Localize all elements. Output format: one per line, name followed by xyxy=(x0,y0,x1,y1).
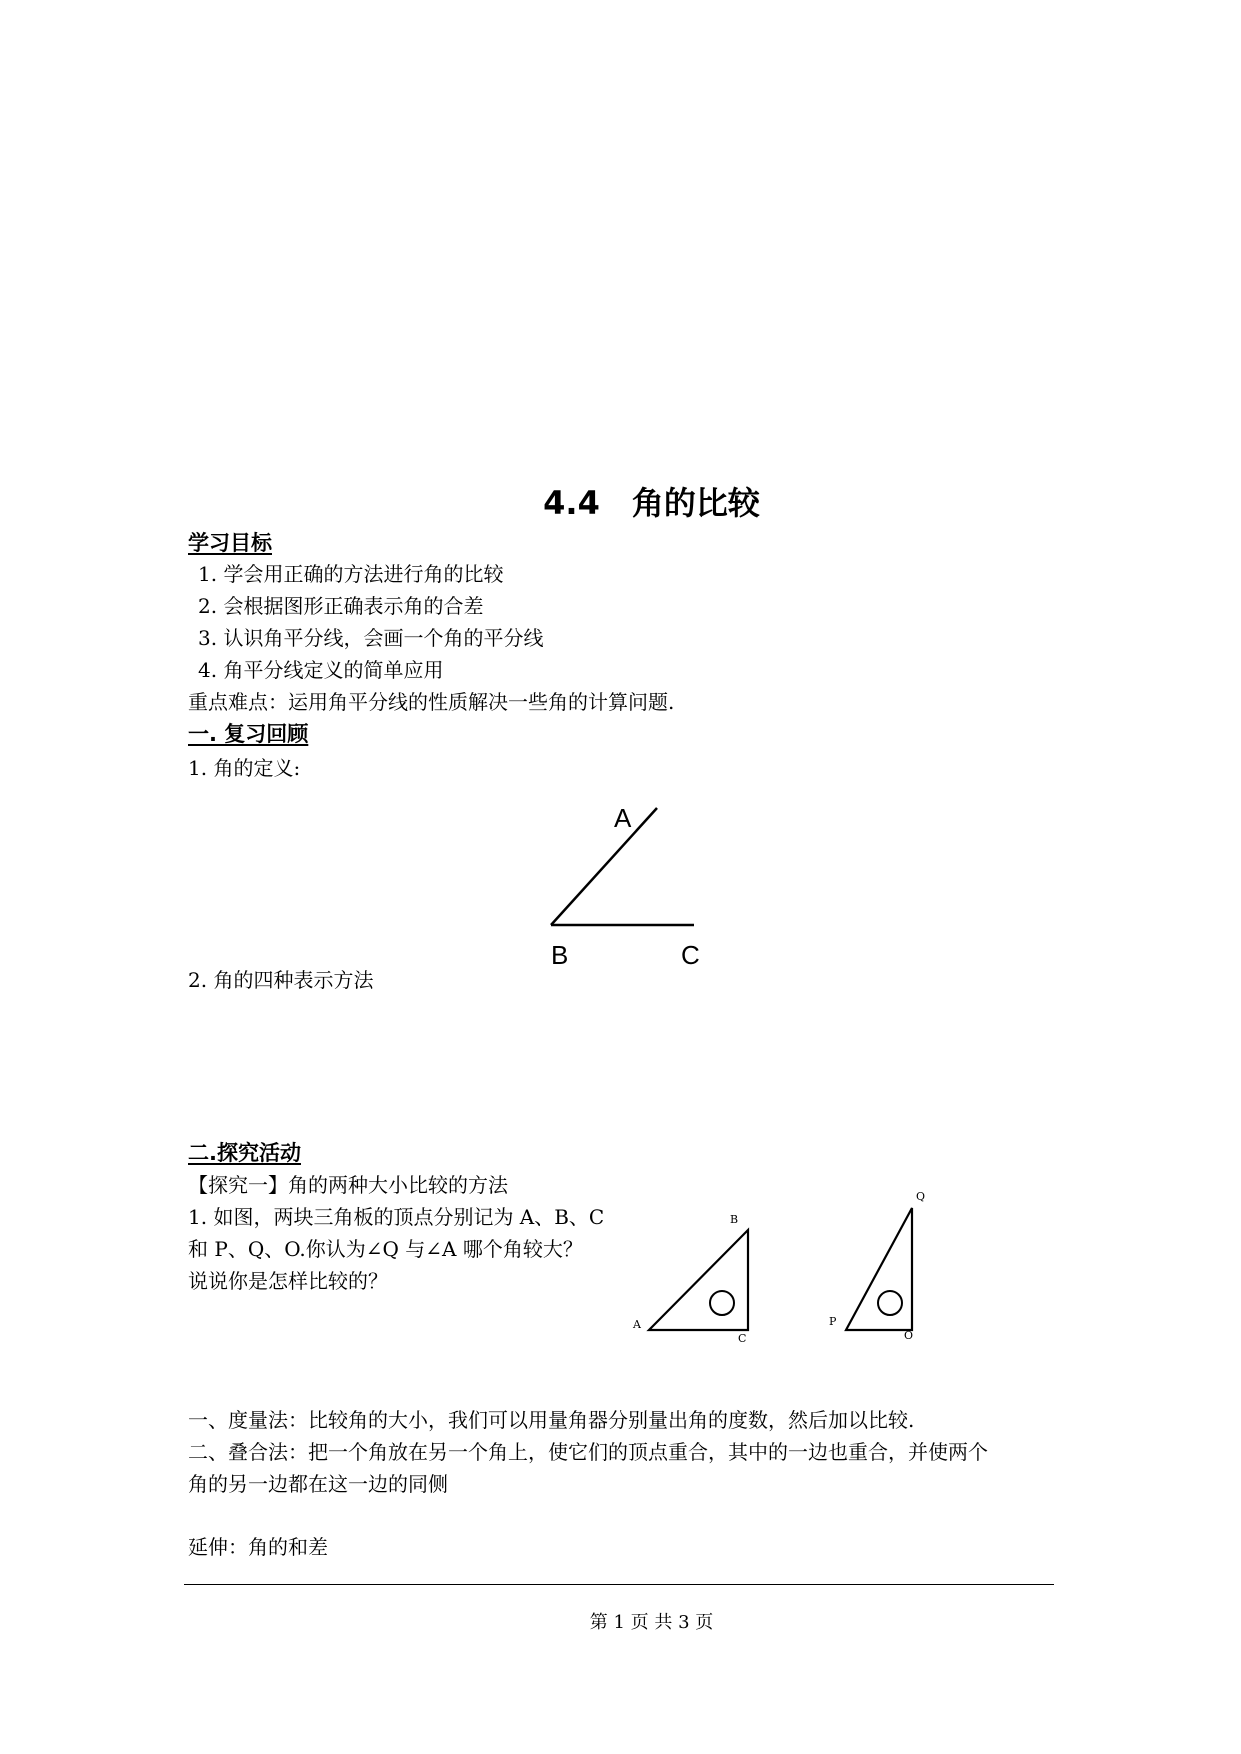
objectives-heading: 学习目标 xyxy=(188,531,272,555)
review-heading: 一. 复习回顾 xyxy=(188,722,309,746)
point-label-b: B xyxy=(551,940,569,970)
explore-heading: 二.探究活动 xyxy=(188,1141,301,1165)
method-overlap-line2: 角的另一边都在这一边的同侧 xyxy=(188,1472,448,1496)
review-question-1: 1. 角的定义: xyxy=(188,756,301,780)
triangle1-label-b: B xyxy=(730,1213,739,1226)
explore-question-line: 说说你是怎样比较的？ xyxy=(188,1269,388,1293)
triangle1-label-a: A xyxy=(633,1318,641,1331)
page-title: 4.4 角的比较 xyxy=(543,484,760,522)
point-label-c: C xyxy=(681,940,700,970)
ray-ba xyxy=(551,808,657,925)
objective-item: 2. 会根据图形正确表示角的合差 xyxy=(198,594,484,618)
method-overlap-line1: 二、叠合法：把一个角放在另一个角上，使它们的顶点重合，其中的一边也重合，并使两个 xyxy=(188,1440,988,1464)
triangle2-label-q: Q xyxy=(916,1190,926,1203)
objective-item: 3. 认识角平分线，会画一个角的平分线 xyxy=(198,626,544,650)
method-measure: 一、度量法：比较角的大小，我们可以用量角器分别量出角的度数，然后加以比较. xyxy=(188,1408,915,1432)
objective-item: 1. 学会用正确的方法进行角的比较 xyxy=(198,562,504,586)
triangle-hole xyxy=(710,1291,734,1315)
review-question-2: 2. 角的四种表示方法 xyxy=(188,968,374,992)
triangle-pqo xyxy=(846,1208,912,1330)
explore-question-line: 1. 如图，两块三角板的顶点分别记为 A、B、C xyxy=(188,1205,605,1229)
triangle-hole xyxy=(878,1291,902,1315)
extension: 延伸：角的和差 xyxy=(188,1535,328,1559)
page-footer: 第 1 页 共 3 页 xyxy=(589,1612,714,1633)
key-points: 重点难点：运用角平分线的性质解决一些角的计算问题. xyxy=(188,690,675,714)
triangle1-label-c: C xyxy=(738,1332,747,1345)
point-label-a: A xyxy=(614,803,632,833)
explore-subheading: 【探究一】角的两种大小比较的方法 xyxy=(188,1173,508,1197)
triangle-abc xyxy=(649,1230,748,1330)
explore-question-line: 和 P、Q、O.你认为∠Q 与∠A 哪个角较大？ xyxy=(188,1237,583,1261)
triangle2-label-p: P xyxy=(829,1315,837,1328)
triangle2-label-o: O xyxy=(904,1329,914,1342)
triangle-pqo-figure xyxy=(840,1200,920,1340)
footer-divider xyxy=(184,1584,1054,1585)
objective-item: 4. 角平分线定义的简单应用 xyxy=(198,658,444,682)
triangle-abc-figure xyxy=(640,1220,760,1340)
